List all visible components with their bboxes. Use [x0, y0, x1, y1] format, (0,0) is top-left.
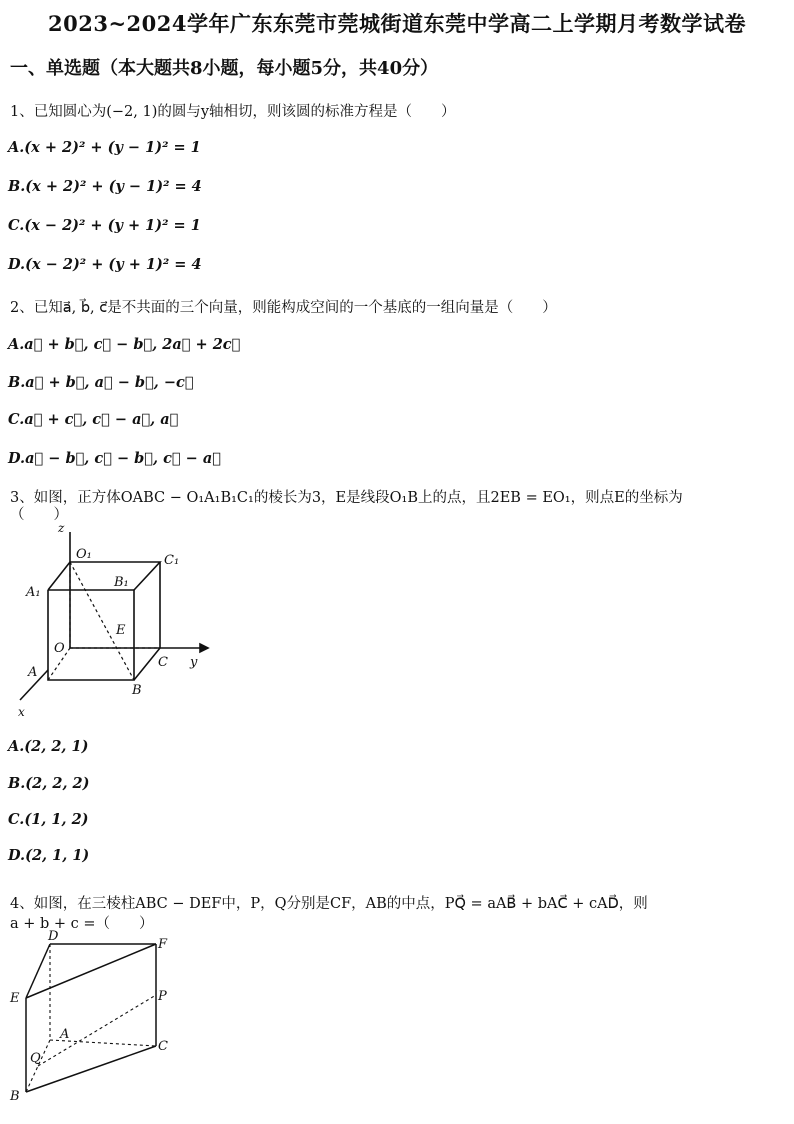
- question-2-option-d: D.a⃗ − b⃗, c⃗ − b⃗, c⃗ − a⃗: [8, 450, 221, 467]
- cube-top-face: [48, 562, 160, 590]
- section-heading: 一、单选题（本大题共8小题，每小题5分，共40分）: [10, 58, 439, 79]
- figure-label-q: Q: [30, 1051, 41, 1066]
- question-2-option-a: A.a⃗ + b⃗, c⃗ − b⃗, 2a⃗ + 2c⃗: [8, 336, 241, 353]
- figure-label-z: z: [58, 521, 65, 535]
- question-3-option-a: A.(2, 2, 1): [8, 738, 89, 755]
- figure-label-o: O: [54, 641, 65, 656]
- figure-label-y: y: [190, 655, 198, 670]
- figure-label-e: E: [116, 623, 126, 638]
- figure-label-c: C: [158, 655, 168, 670]
- question-3-option-b: B.(2, 2, 2): [8, 775, 90, 792]
- figure-label-o1: O₁: [76, 547, 92, 562]
- figure-label-b: B: [132, 683, 142, 698]
- figure-label-a1: A₁: [26, 585, 41, 600]
- cube-right-edges: [134, 562, 160, 680]
- figure-label-b: B: [10, 1089, 20, 1104]
- document-title: 2023~2024学年广东东莞市莞城街道东莞中学高二上学期月考数学试卷: [48, 11, 746, 36]
- question-1-option-d: D.(x − 2)² + (y + 1)² = 4: [8, 256, 202, 273]
- cube-figure: [14, 520, 214, 722]
- y-axis-arrow: [200, 644, 208, 652]
- figure-label-c1: C₁: [164, 553, 180, 568]
- figure-label-a: A: [28, 665, 38, 680]
- figure-label-p: P: [158, 989, 167, 1004]
- figure-label-a: A: [60, 1027, 70, 1042]
- prism-figure: [6, 928, 186, 1108]
- question-1-option-b: B.(x + 2)² + (y − 1)² = 4: [8, 178, 202, 195]
- prism-edge-ef: [26, 944, 156, 998]
- question-3-stem-line-1: 3、如图，正方体OABC − O₁A₁B₁C₁的棱长为3，E是线段O₁B上的点，且2EB = EO₁，则点E的坐标为: [10, 490, 683, 506]
- question-3-option-c: C.(1, 1, 2): [8, 811, 89, 828]
- figure-label-b1: B₁: [114, 575, 129, 590]
- question-4-stem-line-1: 4、如图，在三棱柱ABC − DEF中，P，Q分别是CF，AB的中点，PQ⃗ = aAB⃗ + bAC⃗ + cAD⃗，则: [10, 896, 648, 912]
- prism-edge-bc: [26, 1046, 156, 1092]
- question-1-stem: 1、已知圆心为(−2, 1)的圆与y轴相切，则该圆的标准方程是（ ）: [10, 104, 456, 120]
- question-1-option-c: C.(x − 2)² + (y + 1)² = 1: [8, 217, 201, 234]
- figure-label-f: F: [158, 937, 168, 952]
- segment-pq: [38, 995, 156, 1066]
- question-4-stem-line-2: a + b + c =（ ）: [10, 916, 154, 932]
- figure-label-d: D: [48, 929, 59, 944]
- figure-label-e: E: [10, 991, 20, 1006]
- question-1-option-a: A.(x + 2)² + (y − 1)² = 1: [8, 139, 201, 156]
- figure-label-c: C: [158, 1039, 168, 1054]
- question-2-stem: 2、已知a⃗, b⃗, c⃗是不共面的三个向量，则能构成空间的一个基底的一组向量是（ ）: [10, 300, 557, 316]
- question-2-option-c: C.a⃗ + c⃗, c⃗ − a⃗, a⃗: [8, 411, 179, 428]
- question-3-stem-line-2: （ ）: [10, 507, 68, 523]
- question-2-option-b: B.a⃗ + b⃗, a⃗ − b⃗, −c⃗: [8, 374, 194, 391]
- question-3-option-d: D.(2, 1, 1): [8, 847, 90, 864]
- figure-label-x: x: [18, 705, 25, 719]
